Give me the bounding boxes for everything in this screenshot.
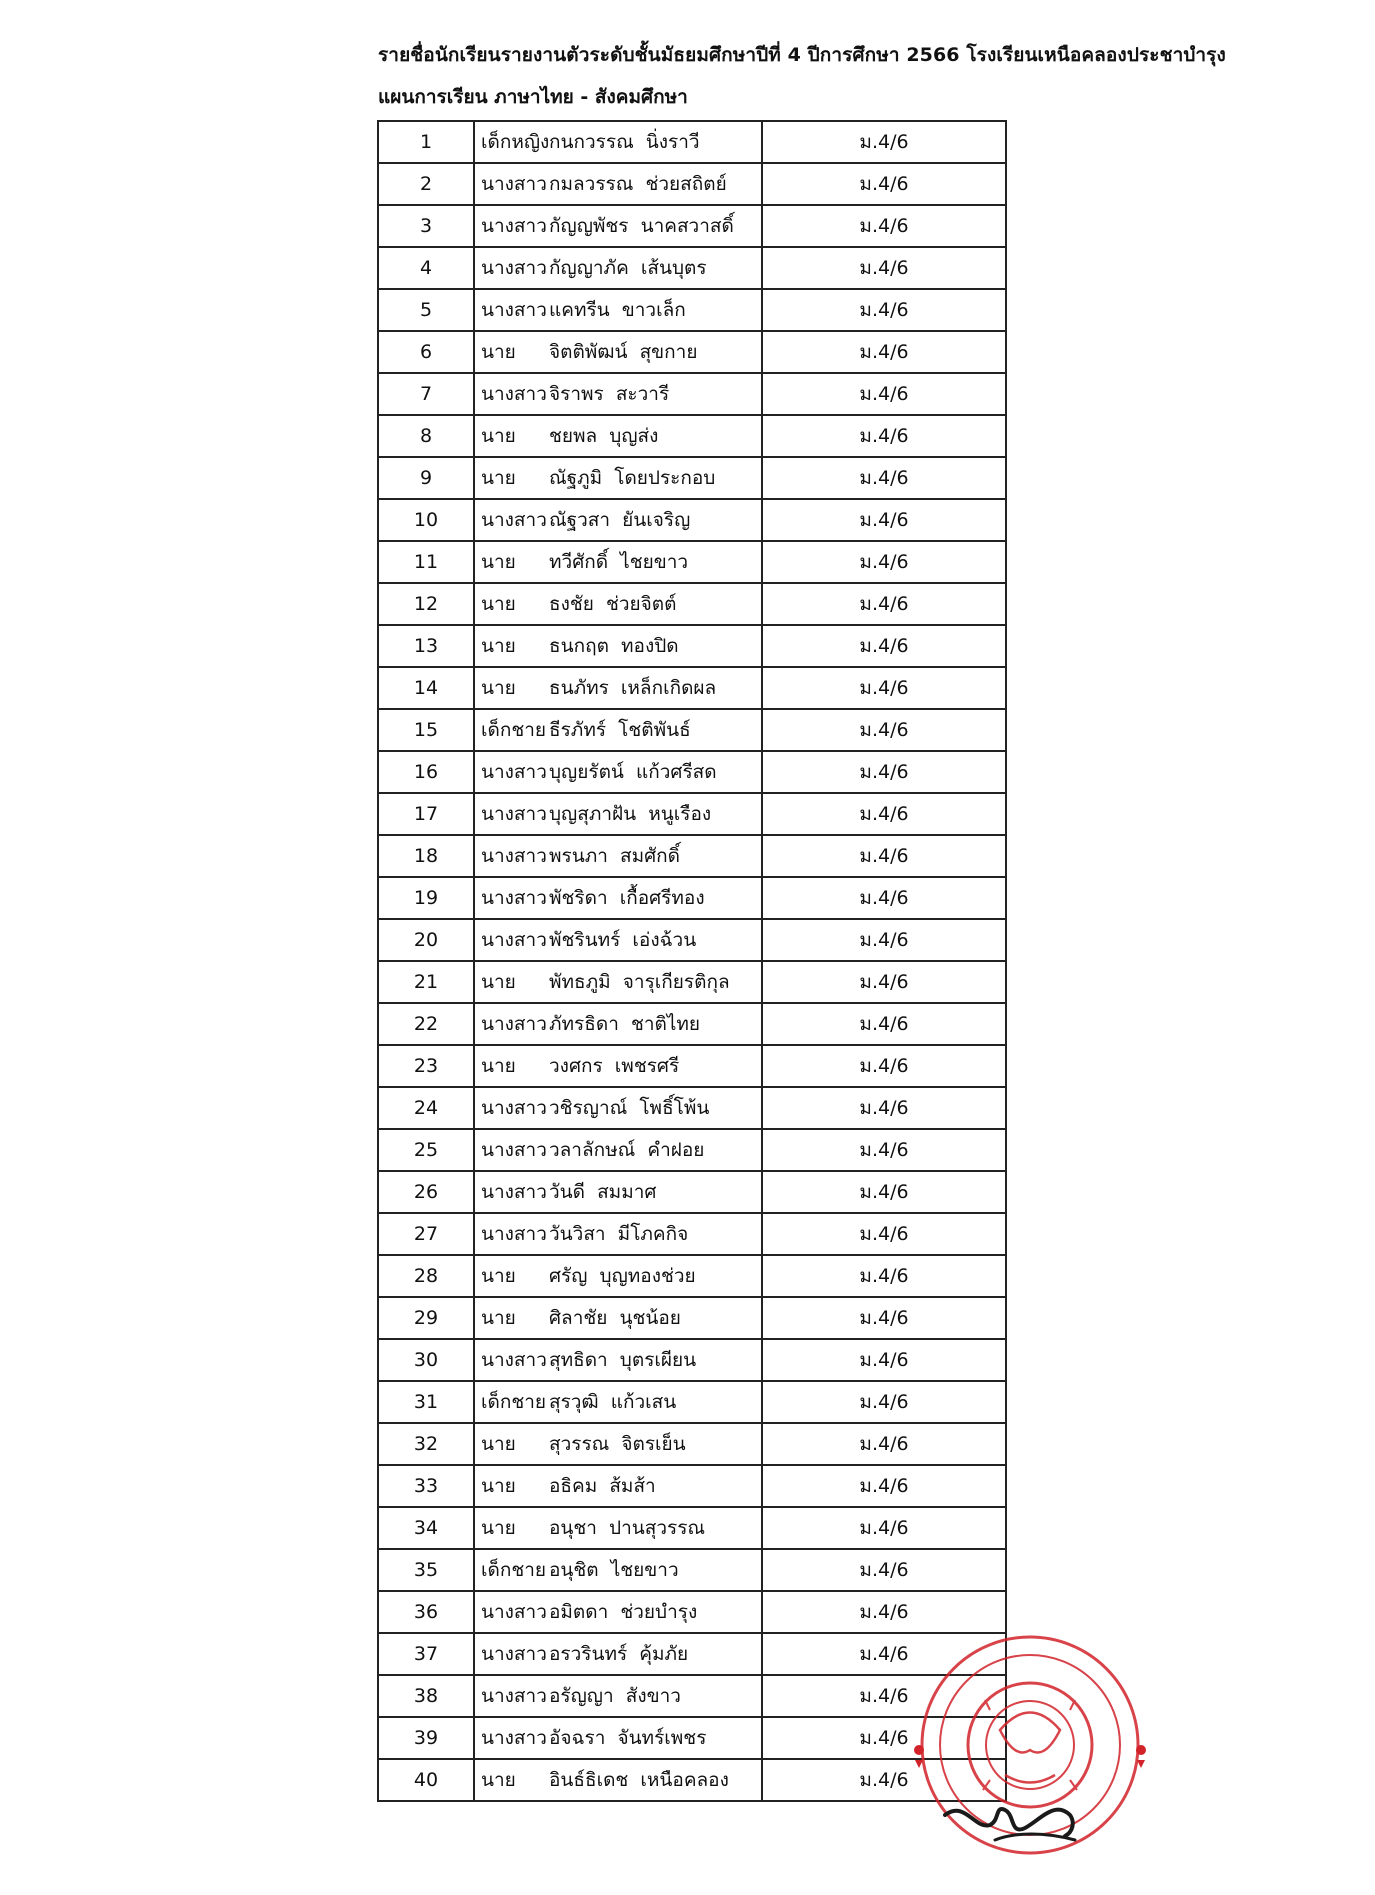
student-row — [378, 877, 1006, 919]
student-class: ม.4/6 — [762, 1045, 1006, 1087]
student-full-name: อนุชิต ไชยขาว — [549, 1559, 679, 1581]
student-class: ม.4/6 — [762, 289, 1006, 331]
student-name-cell — [474, 1549, 762, 1591]
student-name-cell — [474, 1255, 762, 1297]
student-prefix: นาย — [481, 1769, 516, 1791]
student-full-name: ทวีศักดิ์ ไชยขาว — [549, 551, 689, 573]
student-class: ม.4/6 — [762, 1171, 1006, 1213]
student-name-cell — [474, 961, 762, 1003]
student-prefix: นางสาว — [481, 1013, 547, 1035]
student-prefix: นางสาว — [481, 1727, 547, 1749]
student-row — [378, 835, 1006, 877]
student-full-name: ศรัญ บุญทองช่วย — [549, 1265, 696, 1287]
student-name-cell — [474, 919, 762, 961]
student-prefix: นางสาว — [481, 1685, 547, 1707]
student-row — [378, 1087, 1006, 1129]
student-number: 14 — [378, 667, 474, 709]
student-class: ม.4/6 — [762, 835, 1006, 877]
student-number: 3 — [378, 205, 474, 247]
student-name-cell — [474, 583, 762, 625]
student-class: ม.4/6 — [762, 1633, 1006, 1675]
student-name-cell — [474, 793, 762, 835]
student-row — [378, 415, 1006, 457]
student-prefix: นางสาว — [481, 761, 547, 783]
student-full-name: จิราพร สะวารี — [549, 383, 670, 405]
student-prefix: นาย — [481, 1307, 516, 1329]
student-name-cell — [474, 709, 762, 751]
student-number: 9 — [378, 457, 474, 499]
student-number: 40 — [378, 1759, 474, 1801]
student-row — [378, 163, 1006, 205]
student-full-name: จิตติพัฒน์ สุขกาย — [549, 341, 698, 363]
student-number: 1 — [378, 121, 474, 163]
student-prefix: นางสาว — [481, 383, 547, 405]
student-full-name: กมลวรรณ ช่วยสถิตย์ — [549, 173, 727, 195]
student-full-name: อมิตดา ช่วยบำรุง — [549, 1601, 698, 1623]
student-prefix: นางสาว — [481, 173, 547, 195]
student-prefix: นางสาว — [481, 215, 547, 237]
student-class: ม.4/6 — [762, 1003, 1006, 1045]
student-number: 25 — [378, 1129, 474, 1171]
student-row — [378, 457, 1006, 499]
student-name-cell — [474, 541, 762, 583]
student-full-name: บุญสุภาฝัน หนูเรือง — [549, 803, 712, 825]
student-name-cell — [474, 1339, 762, 1381]
student-name-cell — [474, 1381, 762, 1423]
student-class: ม.4/6 — [762, 415, 1006, 457]
student-class: ม.4/6 — [762, 1549, 1006, 1591]
student-name-cell — [474, 163, 762, 205]
student-number: 8 — [378, 415, 474, 457]
student-name-cell — [474, 1507, 762, 1549]
student-class: ม.4/6 — [762, 1339, 1006, 1381]
student-row — [378, 289, 1006, 331]
student-full-name: ชยพล บุญส่ง — [549, 425, 659, 447]
student-number: 5 — [378, 289, 474, 331]
student-prefix: นางสาว — [481, 1643, 547, 1665]
student-class: ม.4/6 — [762, 1423, 1006, 1465]
student-class: ม.4/6 — [762, 919, 1006, 961]
student-full-name: อรวรินทร์ คุ้มภัย — [549, 1643, 689, 1665]
student-class: ม.4/6 — [762, 499, 1006, 541]
student-class: ม.4/6 — [762, 1591, 1006, 1633]
student-table — [377, 120, 1007, 1802]
student-number: 21 — [378, 961, 474, 1003]
student-number: 28 — [378, 1255, 474, 1297]
student-prefix: นาย — [481, 341, 516, 363]
student-class: ม.4/6 — [762, 1087, 1006, 1129]
student-class: ม.4/6 — [762, 1129, 1006, 1171]
student-number: 26 — [378, 1171, 474, 1213]
student-number: 35 — [378, 1549, 474, 1591]
student-name-cell — [474, 751, 762, 793]
student-full-name: พัชรินทร์ เอ่งฉ้วน — [549, 929, 697, 951]
student-number: 19 — [378, 877, 474, 919]
student-number: 30 — [378, 1339, 474, 1381]
student-class: ม.4/6 — [762, 961, 1006, 1003]
student-row — [378, 1549, 1006, 1591]
student-row — [378, 667, 1006, 709]
student-number: 7 — [378, 373, 474, 415]
student-row — [378, 1297, 1006, 1339]
student-prefix: นาย — [481, 1517, 516, 1539]
student-full-name: กัญญาภัค เส้นบุตร — [549, 257, 707, 279]
student-number: 11 — [378, 541, 474, 583]
student-number: 6 — [378, 331, 474, 373]
student-name-cell — [474, 835, 762, 877]
student-name-cell — [474, 1045, 762, 1087]
student-row — [378, 373, 1006, 415]
student-number: 36 — [378, 1591, 474, 1633]
student-class: ม.4/6 — [762, 1717, 1006, 1759]
student-class: ม.4/6 — [762, 247, 1006, 289]
student-full-name: ธนภัทร เหล็กเกิดผล — [549, 677, 717, 699]
student-name-cell — [474, 457, 762, 499]
student-number: 33 — [378, 1465, 474, 1507]
student-number: 20 — [378, 919, 474, 961]
student-name-cell — [474, 625, 762, 667]
student-full-name: วชิรญาณ์ โพธิ์โพ้น — [549, 1097, 710, 1119]
student-class: ม.4/6 — [762, 1297, 1006, 1339]
student-class: ม.4/6 — [762, 541, 1006, 583]
student-row — [378, 1213, 1006, 1255]
student-full-name: ณัฐวสา ยันเจริญ — [549, 509, 691, 531]
student-prefix: นาย — [481, 1475, 516, 1497]
student-prefix: นาย — [481, 551, 516, 573]
student-full-name: วงศกร เพชรศรี — [549, 1055, 680, 1077]
student-class: ม.4/6 — [762, 205, 1006, 247]
student-row — [378, 793, 1006, 835]
student-prefix: เด็กชาย — [481, 719, 547, 741]
student-row — [378, 499, 1006, 541]
student-row — [378, 1129, 1006, 1171]
student-name-cell — [474, 1591, 762, 1633]
student-name-cell — [474, 1087, 762, 1129]
student-number: 16 — [378, 751, 474, 793]
student-class: ม.4/6 — [762, 1465, 1006, 1507]
student-prefix: นางสาว — [481, 1223, 547, 1245]
student-row — [378, 1003, 1006, 1045]
student-number: 32 — [378, 1423, 474, 1465]
student-class: ม.4/6 — [762, 457, 1006, 499]
student-full-name: บุญยรัตน์ แก้วศรีสด — [549, 761, 717, 783]
student-full-name: อนุชา ปานสุวรรณ — [549, 1517, 706, 1539]
student-prefix: นางสาว — [481, 1181, 547, 1203]
student-name-cell — [474, 1465, 762, 1507]
student-name-cell — [474, 1297, 762, 1339]
student-prefix: นางสาว — [481, 1601, 547, 1623]
student-name-cell — [474, 331, 762, 373]
student-prefix: นาย — [481, 677, 516, 699]
student-number: 13 — [378, 625, 474, 667]
student-name-cell — [474, 1213, 762, 1255]
student-full-name: ภัทรธิดา ชาติไทย — [549, 1013, 701, 1035]
student-name-cell — [474, 1759, 762, 1801]
student-full-name: สุวรรณ จิตรเย็น — [549, 1433, 686, 1455]
student-row — [378, 751, 1006, 793]
student-prefix: นาย — [481, 425, 516, 447]
student-name-cell — [474, 667, 762, 709]
student-class: ม.4/6 — [762, 163, 1006, 205]
student-name-cell — [474, 1129, 762, 1171]
student-number: 39 — [378, 1717, 474, 1759]
student-prefix: นางสาว — [481, 1139, 547, 1161]
student-name-cell — [474, 289, 762, 331]
student-prefix: นางสาว — [481, 887, 547, 909]
student-number: 12 — [378, 583, 474, 625]
student-row — [378, 1045, 1006, 1087]
student-row — [378, 121, 1006, 163]
student-number: 22 — [378, 1003, 474, 1045]
student-class: ม.4/6 — [762, 121, 1006, 163]
student-row — [378, 541, 1006, 583]
student-prefix: เด็กหญิง — [481, 131, 550, 153]
student-name-cell — [474, 499, 762, 541]
student-number: 37 — [378, 1633, 474, 1675]
student-prefix: นาย — [481, 467, 516, 489]
student-number: 23 — [378, 1045, 474, 1087]
student-full-name: สุรวุฒิ แก้วเสน — [549, 1391, 677, 1413]
student-name-cell — [474, 1633, 762, 1675]
student-full-name: วันวิสา มีโภคกิจ — [549, 1223, 689, 1245]
student-prefix: นางสาว — [481, 509, 547, 531]
student-number: 38 — [378, 1675, 474, 1717]
student-class: ม.4/6 — [762, 625, 1006, 667]
student-full-name: สุทธิดา บุตรเผียน — [549, 1349, 697, 1371]
student-name-cell — [474, 877, 762, 919]
student-name-cell — [474, 373, 762, 415]
student-row — [378, 961, 1006, 1003]
student-number: 10 — [378, 499, 474, 541]
student-class: ม.4/6 — [762, 331, 1006, 373]
student-row — [378, 919, 1006, 961]
student-row — [378, 247, 1006, 289]
student-name-cell — [474, 1003, 762, 1045]
student-row — [378, 1339, 1006, 1381]
document-title: รายชื่อนักเรียนรายงานตัวระดับชั้นมัธยมศึกษาปีที่ 4 ปีการศึกษา 2566 โรงเรียนเหนือคลองประชาบำรุง — [378, 44, 1226, 66]
student-row — [378, 1255, 1006, 1297]
student-number: 18 — [378, 835, 474, 877]
student-number: 17 — [378, 793, 474, 835]
student-class: ม.4/6 — [762, 709, 1006, 751]
student-class: ม.4/6 — [762, 373, 1006, 415]
student-class: ม.4/6 — [762, 1507, 1006, 1549]
student-class: ม.4/6 — [762, 1255, 1006, 1297]
student-prefix: นางสาว — [481, 845, 547, 867]
student-full-name: พรนภา สมศักดิ์ — [549, 845, 681, 867]
document-subtitle: แผนการเรียน ภาษาไทย - สังคมศึกษา — [378, 86, 688, 108]
student-name-cell — [474, 1675, 762, 1717]
student-full-name: ณัฐภูมิ โดยประกอบ — [549, 467, 716, 489]
student-full-name: อรัญญา สังขาว — [549, 1685, 681, 1707]
student-full-name: กัญญพัชร นาคสวาสดิ์ — [549, 215, 734, 237]
student-name-cell — [474, 1717, 762, 1759]
student-class: ม.4/6 — [762, 793, 1006, 835]
student-number: 15 — [378, 709, 474, 751]
student-name-cell — [474, 205, 762, 247]
student-prefix: นางสาว — [481, 299, 547, 321]
student-full-name: อัจฉรา จันทร์เพชร — [549, 1727, 707, 1749]
student-full-name: พัชริดา เกื้อศรีทอง — [549, 887, 705, 909]
student-full-name: วันดี สมมาศ — [549, 1181, 657, 1203]
student-prefix: นางสาว — [481, 929, 547, 951]
student-row — [378, 1465, 1006, 1507]
student-number: 31 — [378, 1381, 474, 1423]
school-seal-stamp — [905, 1600, 1155, 1890]
student-class: ม.4/6 — [762, 667, 1006, 709]
student-full-name: ศิลาชัย นุชน้อย — [549, 1307, 681, 1329]
student-row — [378, 1423, 1006, 1465]
student-prefix: นาย — [481, 971, 516, 993]
student-full-name: พัทธภูมิ จารุเกียรติกุล — [549, 971, 730, 993]
student-name-cell — [474, 247, 762, 289]
student-name-cell — [474, 121, 762, 163]
student-prefix: นางสาว — [481, 1097, 547, 1119]
student-prefix: เด็กชาย — [481, 1559, 547, 1581]
student-full-name: ธีรภัทร์ โชติพันธ์ — [549, 719, 691, 741]
student-number: 27 — [378, 1213, 474, 1255]
student-full-name: ธนกฤต ทองปิด — [549, 635, 679, 657]
student-name-cell — [474, 415, 762, 457]
student-prefix: เด็กชาย — [481, 1391, 547, 1413]
student-prefix: นาย — [481, 1265, 516, 1287]
student-full-name: วลาลักษณ์ คำฝอย — [549, 1139, 705, 1161]
student-full-name: แคทรีน ขาวเล็ก — [549, 299, 686, 321]
student-row — [378, 583, 1006, 625]
student-full-name: กนกวรรณ นิ่งราวี — [549, 131, 700, 153]
student-class: ม.4/6 — [762, 1213, 1006, 1255]
student-name-cell — [474, 1171, 762, 1213]
student-number: 4 — [378, 247, 474, 289]
student-row — [378, 205, 1006, 247]
student-full-name: อินธ์ธิเดช เหนือคลอง — [549, 1769, 729, 1791]
student-prefix: นางสาว — [481, 257, 547, 279]
student-number: 34 — [378, 1507, 474, 1549]
student-row — [378, 709, 1006, 751]
student-class: ม.4/6 — [762, 751, 1006, 793]
student-number: 29 — [378, 1297, 474, 1339]
student-prefix: นาย — [481, 593, 516, 615]
student-row — [378, 625, 1006, 667]
student-class: ม.4/6 — [762, 1381, 1006, 1423]
student-prefix: นาย — [481, 1433, 516, 1455]
student-class: ม.4/6 — [762, 583, 1006, 625]
student-prefix: นางสาว — [481, 1349, 547, 1371]
student-number: 24 — [378, 1087, 474, 1129]
student-number: 2 — [378, 163, 474, 205]
student-class: ม.4/6 — [762, 1759, 1006, 1801]
student-table-body — [378, 121, 1006, 1801]
student-class: ม.4/6 — [762, 1675, 1006, 1717]
student-name-cell — [474, 1423, 762, 1465]
student-row — [378, 1171, 1006, 1213]
student-row — [378, 1507, 1006, 1549]
student-full-name: ธงชัย ช่วยจิตต์ — [549, 593, 677, 615]
student-row — [378, 331, 1006, 373]
student-prefix: นางสาว — [481, 803, 547, 825]
student-full-name: อธิคม ส้มส้า — [549, 1475, 656, 1497]
student-class: ม.4/6 — [762, 877, 1006, 919]
student-row — [378, 1381, 1006, 1423]
student-prefix: นาย — [481, 635, 516, 657]
student-prefix: นาย — [481, 1055, 516, 1077]
